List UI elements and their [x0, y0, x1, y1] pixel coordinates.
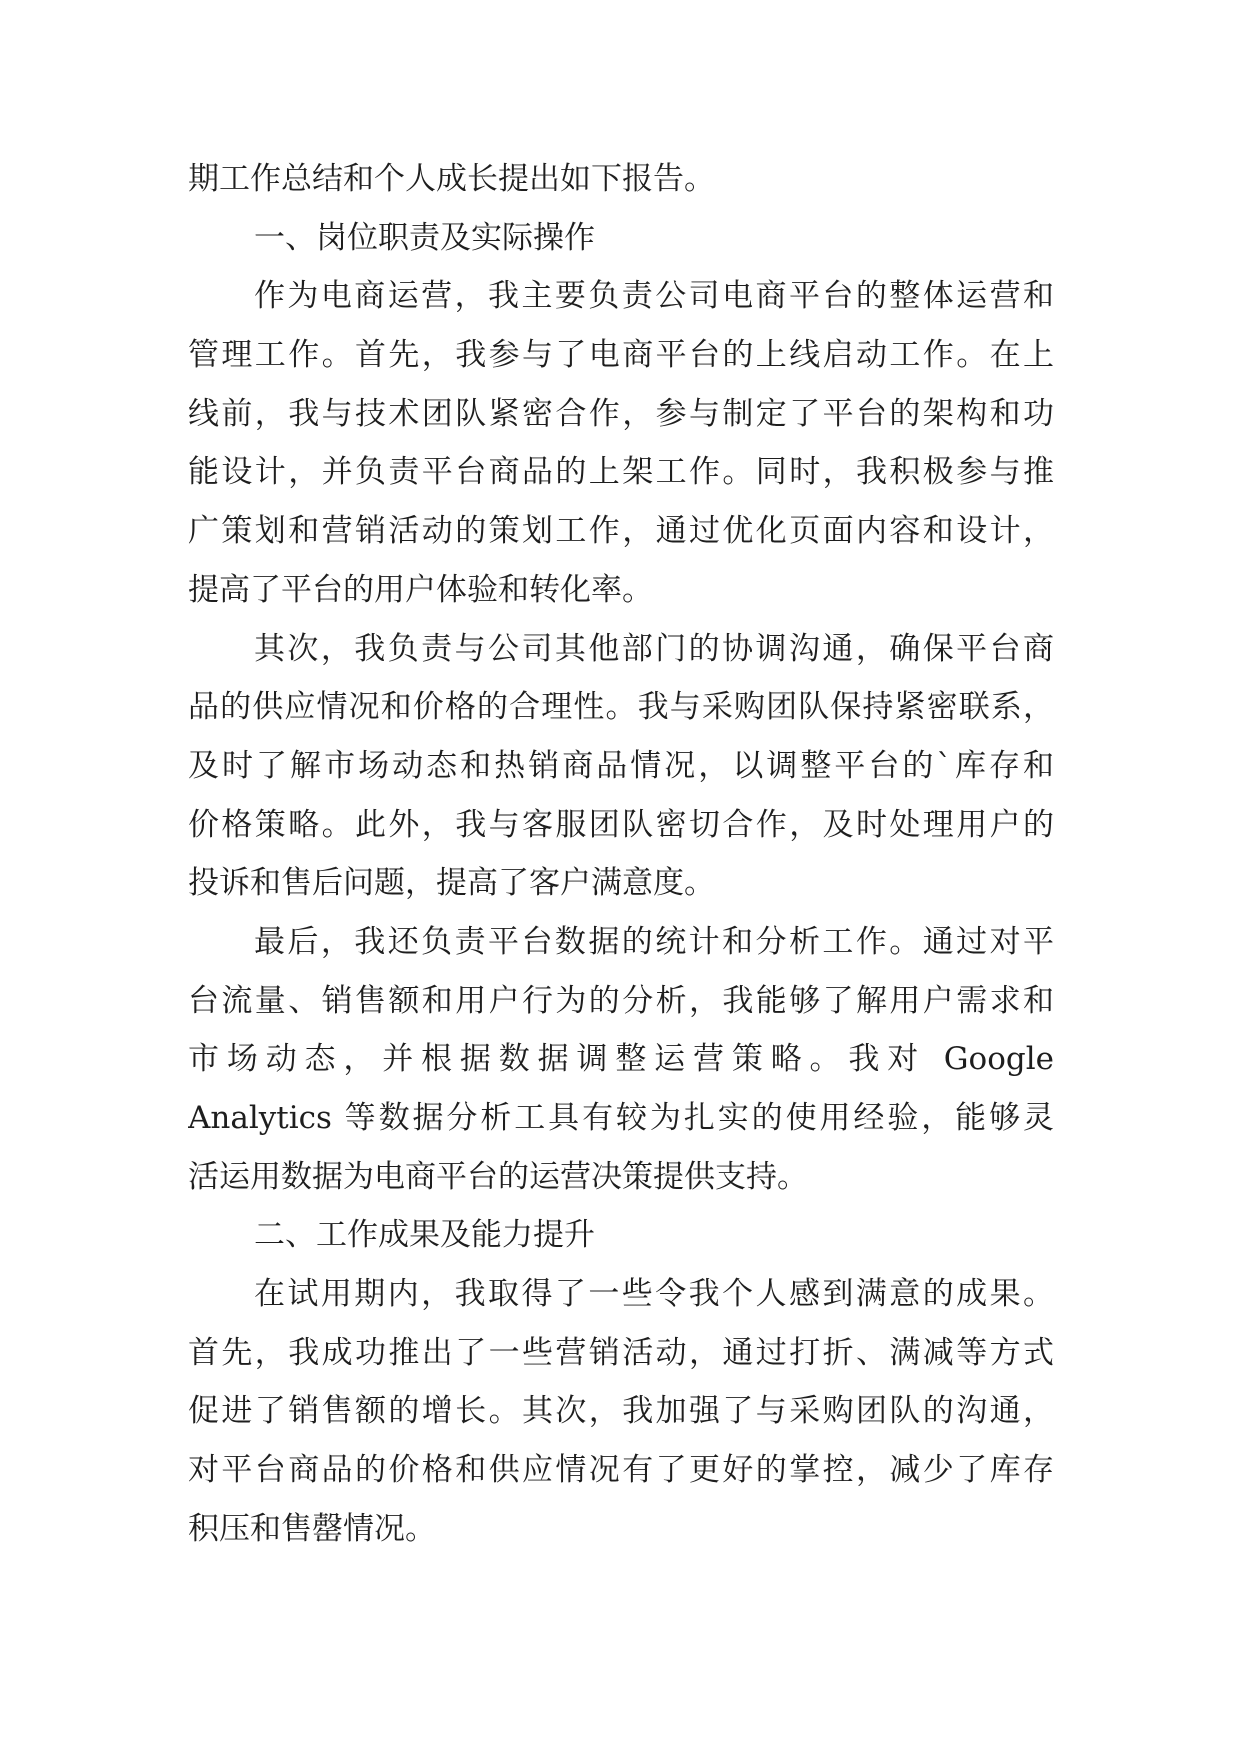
text-line: 广策划和营销活动的策划工作，通过优化页面内容和设计，	[188, 513, 1054, 550]
text-line: Analytics 等数据分析工具有较为扎实的使用经验，能够灵	[188, 1100, 1054, 1136]
text-line: 投诉和售后问题，提高了客户满意度。	[188, 865, 715, 902]
text-line: 能设计，并负责平台商品的上架工作。同时，我积极参与推	[188, 454, 1054, 491]
text-line: 作为电商运营，我主要负责公司电商平台的整体运营和	[254, 278, 1054, 315]
text-line: 价格策略。此外，我与客服团队密切合作，及时处理用户的	[188, 806, 1054, 843]
text-line: 台流量、销售额和用户行为的分析，我能够了解用户需求和	[188, 982, 1054, 1019]
paragraph	[188, 267, 1054, 619]
text-line: 期工作总结和个人成长提出如下报告。	[188, 161, 715, 197]
paragraph	[188, 620, 1054, 913]
text-line: 管理工作。首先，我参与了电商平台的上线启动工作。在上	[188, 337, 1054, 374]
text-line: 及时了解市场动态和热销商品情况，以调整平台的`库存和	[188, 747, 1054, 784]
text-line: 促进了销售额的增长。其次，我加强了与采购团队的沟通，	[188, 1393, 1054, 1430]
text-line: 线前，我与技术团队紧密合作，参与制定了平台的架构和功	[188, 395, 1054, 432]
text-line: 其次，我负责与公司其他部门的协调沟通，确保平台商	[254, 630, 1054, 667]
paragraph	[188, 150, 1054, 209]
document-body	[188, 150, 1054, 1559]
paragraph	[188, 1265, 1054, 1558]
section-heading: 二、工作成果及能力提升	[254, 1217, 595, 1254]
text-line: 对平台商品的价格和供应情况有了更好的掌控，减少了库存	[188, 1452, 1054, 1489]
text-line: 在试用期内，我取得了一些令我个人感到满意的成果。	[254, 1276, 1054, 1313]
text-line: 提高了平台的用户体验和转化率。	[188, 571, 653, 608]
text-line: 首先，我成功推出了一些营销活动，通过打折、满减等方式	[188, 1334, 1054, 1371]
text-line: 活运用数据为电商平台的运营决策提供支持。	[188, 1158, 808, 1195]
text-line: 积压和售罄情况。	[188, 1510, 436, 1547]
text-line: 市场动态，并根据数据调整运营策略。我对 Google	[188, 1041, 1054, 1078]
section-heading: 一、岗位职责及实际操作	[254, 219, 595, 256]
paragraph	[188, 913, 1054, 1206]
text-line: 最后，我还负责平台数据的统计和分析工作。通过对平	[254, 923, 1054, 960]
text-line: 品的供应情况和价格的合理性。我与采购团队保持紧密联系，	[188, 689, 1054, 726]
